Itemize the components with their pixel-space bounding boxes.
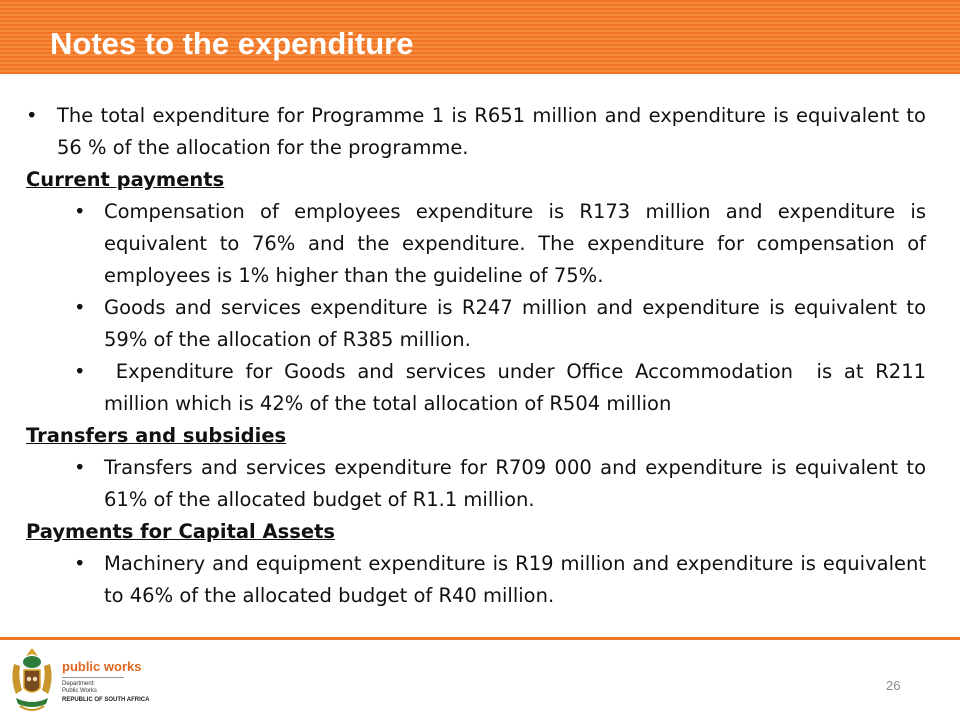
slide-content [26,100,933,612]
bullet-office-accommodation: • Expenditure for Goods and services under Office Accommodation is at R211 million which is 42% of the total allocation of R504 million [26,356,926,420]
footer-divider [0,637,960,640]
coat-of-arms-icon [6,644,58,716]
section-heading-capital-assets: Payments for Capital Assets [26,520,335,543]
bullet-machinery: • Machinery and equipment expenditure is R19 million and expenditure is equivalent to 46% of the allocated budget of R40 million. [26,548,926,612]
department-logo [62,660,149,704]
bullet-transfers: • Transfers and services expenditure for R709 000 and expenditure is equivalent to 61% of the allocated budget of R1.1 million. [26,452,926,516]
logo-line-1: Department: [62,681,96,687]
page-number: 26 [886,678,901,693]
logo-rule [62,677,124,678]
slide-title: Notes to the expenditure [50,26,414,61]
logo-line-3: REPUBLIC OF SOUTH AFRICA [62,697,150,703]
title-banner [0,0,960,74]
bullet-goods-services: • Goods and services expenditure is R247 million and expenditure is equivalent to 59% of the allocation of R385 million. [26,292,926,356]
section-heading-current-payments: Current payments [26,168,225,191]
intro-bullet: • The total expenditure for Programme 1 is R651 million and expenditure is equivalent to 56 % of the allocation for the programme. [26,100,926,164]
logo-line-2: Public Works [62,688,97,694]
logo-name: public works [62,659,142,674]
section-heading-transfers: Transfers and subsidies [26,424,287,447]
bullet-compensation: • Compensation of employees expenditure is R173 million and expenditure is equivalent to 76% and the expenditure. The expenditure for compensation of employees is 1% higher than the guideline of 75%. [26,196,926,292]
